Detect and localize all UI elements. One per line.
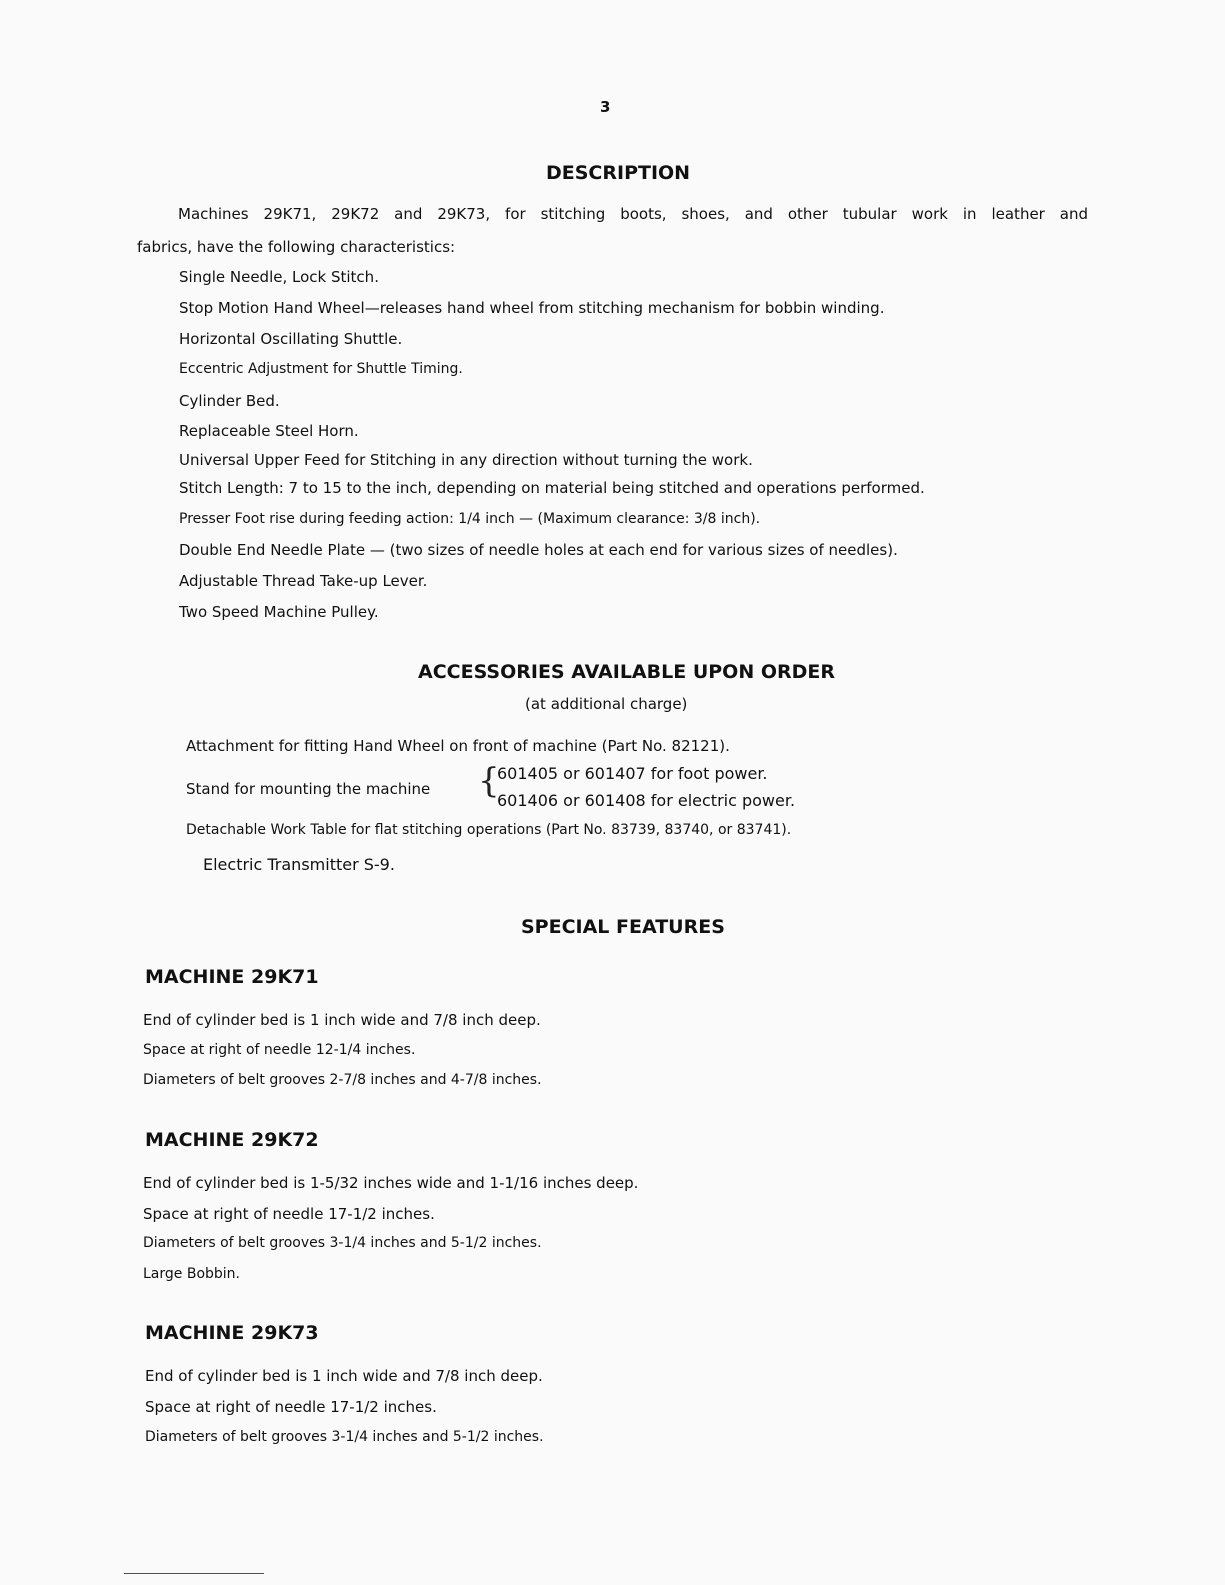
machine-feature: Large Bobbin. <box>143 1266 240 1282</box>
characteristic-item: Cylinder Bed. <box>179 392 280 410</box>
machine-feature: Diameters of belt grooves 2-7/8 inches and 4-7/8 inches. <box>143 1072 542 1088</box>
description-intro-line2: fabrics, have the following characteristics: <box>137 238 456 256</box>
page-link-underline[interactable] <box>124 1573 264 1574</box>
characteristic-item: Adjustable Thread Take-up Lever. <box>179 572 428 590</box>
machine-feature: Space at right of needle 12-1/4 inches. <box>143 1042 416 1058</box>
brace-symbol: { <box>478 761 500 801</box>
characteristic-item: Eccentric Adjustment for Shuttle Timing. <box>179 361 463 377</box>
machine-feature: End of cylinder bed is 1 inch wide and 7/8 inch deep. <box>143 1011 541 1029</box>
machine-feature: End of cylinder bed is 1-5/32 inches wide and 1-1/16 inches deep. <box>143 1174 639 1192</box>
machine-feature: Space at right of needle 17-1/2 inches. <box>143 1205 435 1223</box>
machine-title: MACHINE 29K72 <box>145 1129 319 1151</box>
accessories-heading: ACCESSORIES AVAILABLE UPON ORDER <box>418 661 835 683</box>
accessory-stand-label: Stand for mounting the machine <box>186 780 431 798</box>
machine-feature: End of cylinder bed is 1 inch wide and 7/8 inch deep. <box>145 1367 543 1385</box>
machine-feature: Diameters of belt grooves 3-1/4 inches and 5-1/2 inches. <box>145 1429 544 1445</box>
description-intro-line1: Machines 29K71, 29K72 and 29K73, for stitching boots, shoes, and other tubular work in leather and <box>178 205 1088 223</box>
machine-feature: Diameters of belt grooves 3-1/4 inches and 5-1/2 inches. <box>143 1235 542 1251</box>
machine-title: MACHINE 29K73 <box>145 1322 319 1344</box>
accessory-transmitter: Electric Transmitter S-9. <box>203 855 395 874</box>
characteristic-item: Horizontal Oscillating Shuttle. <box>179 330 403 348</box>
accessory-attachment: Attachment for fitting Hand Wheel on front of machine (Part No. 82121). <box>186 737 730 755</box>
page-number: 3 <box>600 98 611 116</box>
characteristic-item: Stitch Length: 7 to 15 to the inch, depending on material being stitched and operations performed. <box>179 479 925 497</box>
machine-title: MACHINE 29K71 <box>145 966 319 988</box>
accessories-subheading: (at additional charge) <box>525 695 688 713</box>
stand-option-foot: 601405 or 601407 for foot power. <box>497 764 768 783</box>
characteristic-item: Stop Motion Hand Wheel—releases hand wheel from stitching mechanism for bobbin winding. <box>179 299 885 317</box>
characteristic-item: Presser Foot rise during feeding action: 1/4 inch — (Maximum clearance: 3/8 inch). <box>179 511 761 527</box>
characteristic-item: Single Needle, Lock Stitch. <box>179 268 379 286</box>
characteristic-item: Double End Needle Plate — (two sizes of needle holes at each end for various sizes of needles). <box>179 541 898 559</box>
description-heading: DESCRIPTION <box>546 162 691 184</box>
characteristic-item: Two Speed Machine Pulley. <box>179 603 379 621</box>
characteristic-item: Universal Upper Feed for Stitching in any direction without turning the work. <box>179 451 753 469</box>
stand-option-electric: 601406 or 601408 for electric power. <box>497 791 796 810</box>
special-features-heading: SPECIAL FEATURES <box>521 916 725 938</box>
characteristic-item: Replaceable Steel Horn. <box>179 422 359 440</box>
machine-feature: Space at right of needle 17-1/2 inches. <box>145 1398 437 1416</box>
accessory-work-table: Detachable Work Table for flat stitching operations (Part No. 83739, 83740, or 83741). <box>186 822 792 838</box>
